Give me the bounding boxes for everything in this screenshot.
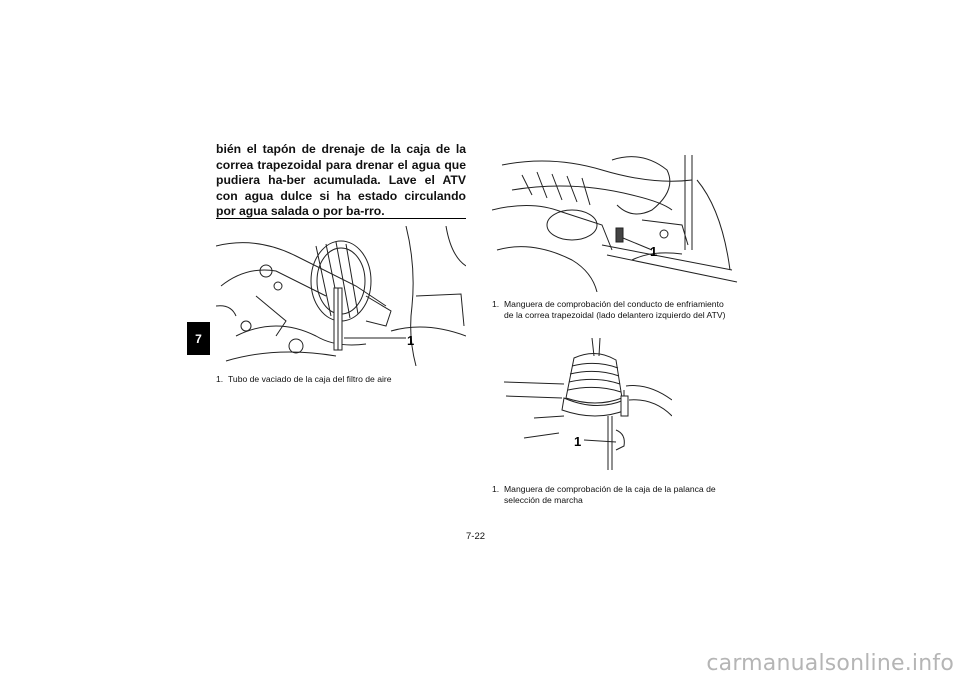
caption-number: 1. xyxy=(492,484,500,494)
watermark: carmanualsonline.info xyxy=(706,651,954,676)
caption-number: 1. xyxy=(492,299,500,309)
shift-lever-hose-illustration xyxy=(504,338,672,470)
chapter-tab: 7 xyxy=(187,322,210,355)
caption-line: selección de marcha xyxy=(504,495,583,505)
caption-line: de la correa trapezoidal (lado delantero izquierdo del ATV) xyxy=(504,310,726,320)
air-filter-drain-illustration xyxy=(216,226,466,366)
caption-line: Tubo de vaciado de la caja del filtro de aire xyxy=(228,374,392,384)
figure-1-caption xyxy=(216,374,392,385)
caption-line: Manguera de comprobación del conducto de enfriamiento xyxy=(504,299,724,309)
vbelt-duct-hose-illustration xyxy=(492,150,742,292)
figure-1-callout: 1 xyxy=(407,333,415,348)
page-number: 7-22 xyxy=(466,531,486,542)
figure-2-caption xyxy=(492,299,726,321)
caption-number: 1. xyxy=(216,374,224,384)
figure-3-caption xyxy=(492,484,716,506)
body-paragraph: bién el tapón de drenaje de la caja de la correa trapezoidal para drenar el agua que pudiera ha-ber acumulada. Lave el ATV con agua dulce si ha estado circulando por agua salada o por ba-rro. xyxy=(216,142,466,219)
figure-2-callout: 1 xyxy=(650,244,658,259)
caption-line: Manguera de comprobación de la caja de la palanca de xyxy=(504,484,716,494)
section-divider xyxy=(216,218,466,219)
figure-3-callout: 1 xyxy=(574,434,582,449)
